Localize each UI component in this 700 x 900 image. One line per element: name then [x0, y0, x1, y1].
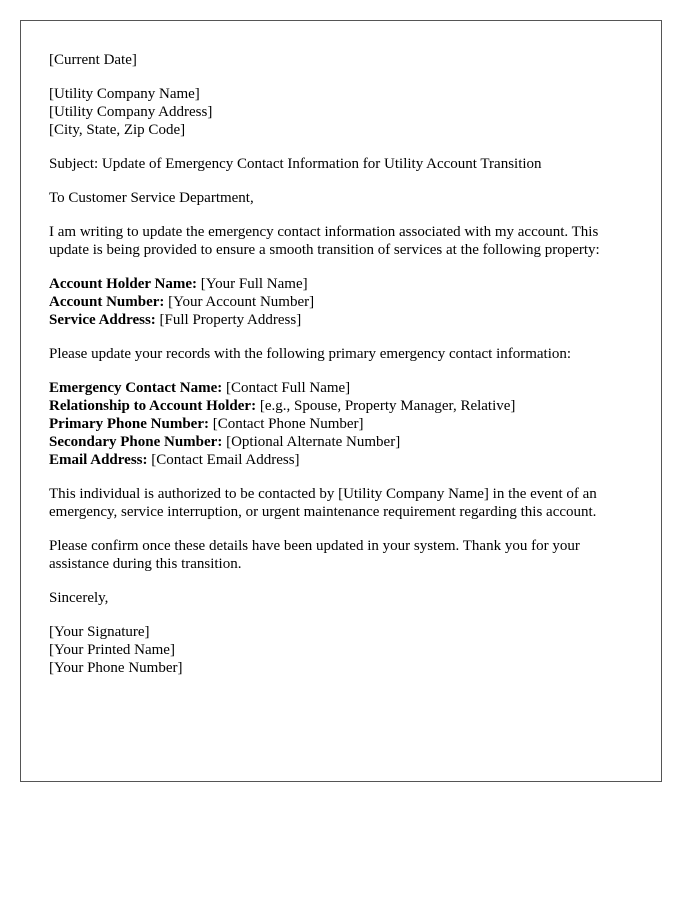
date-text: [Current Date]	[49, 52, 137, 68]
recipient-name: [Utility Company Name]	[49, 86, 200, 102]
field-value: [Contact Full Name]	[226, 380, 351, 396]
account-holder-row	[49, 275, 633, 293]
field-value: [e.g., Spouse, Property Manager, Relative]	[259, 398, 516, 414]
field-label: Emergency Contact Name:	[49, 380, 223, 396]
closing-request-paragraph	[49, 537, 633, 573]
signature-block	[49, 623, 633, 677]
field-label: Email Address:	[49, 452, 148, 468]
letter-page	[20, 20, 662, 782]
field-value: [Your Account Number]	[168, 294, 315, 310]
field-label: Service Address:	[49, 312, 156, 328]
field-label: Account Number:	[49, 294, 165, 310]
closing	[49, 589, 633, 607]
contact-name-row	[49, 379, 633, 397]
primary-phone-row	[49, 415, 633, 433]
field-label: Primary Phone Number:	[49, 416, 209, 432]
records-request-paragraph	[49, 345, 633, 363]
intro-text: I am writing to update the emergency contact information associated with my account. This update is being provided to ensure a smooth transition of services at the following property:	[49, 224, 600, 258]
recipient-street: [Utility Company Address]	[49, 104, 213, 120]
subject-line	[49, 155, 633, 173]
salutation-text: To Customer Service Department,	[49, 190, 254, 206]
emergency-contact-details	[49, 379, 633, 469]
service-address-row	[49, 311, 633, 329]
recipient-address	[49, 85, 633, 139]
recipient-city: [City, State, Zip Code]	[49, 122, 186, 138]
email-row	[49, 451, 633, 469]
field-value: [Contact Email Address]	[151, 452, 300, 468]
field-value: [Optional Alternate Number]	[226, 434, 401, 450]
closing-request-text: Please confirm once these details have been updated in your system. Thank you for your assistance during this transition.	[49, 538, 580, 572]
subject-text: Subject: Update of Emergency Contact Information for Utility Account Transition	[49, 156, 542, 172]
authorization-paragraph	[49, 485, 633, 521]
salutation	[49, 189, 633, 207]
field-value: [Full Property Address]	[159, 312, 302, 328]
closing-text: Sincerely,	[49, 590, 109, 606]
letter-date	[49, 51, 633, 69]
relationship-row	[49, 397, 633, 415]
field-label: Account Holder Name:	[49, 276, 198, 292]
authorization-text: This individual is authorized to be contacted by [Utility Company Name] in the event of an emergency, service interruption, or urgent maintenance requirement regarding this account.	[49, 486, 597, 520]
field-value: [Contact Phone Number]	[212, 416, 364, 432]
printed-name-line: [Your Printed Name]	[49, 642, 175, 658]
field-label: Relationship to Account Holder:	[49, 398, 257, 414]
signature-line: [Your Signature]	[49, 624, 150, 640]
intro-paragraph	[49, 223, 633, 259]
field-value: [Your Full Name]	[200, 276, 308, 292]
account-details	[49, 275, 633, 329]
phone-number-line: [Your Phone Number]	[49, 660, 183, 676]
records-request-text: Please update your records with the following primary emergency contact information:	[49, 346, 572, 362]
field-label: Secondary Phone Number:	[49, 434, 223, 450]
account-number-row	[49, 293, 633, 311]
secondary-phone-row	[49, 433, 633, 451]
